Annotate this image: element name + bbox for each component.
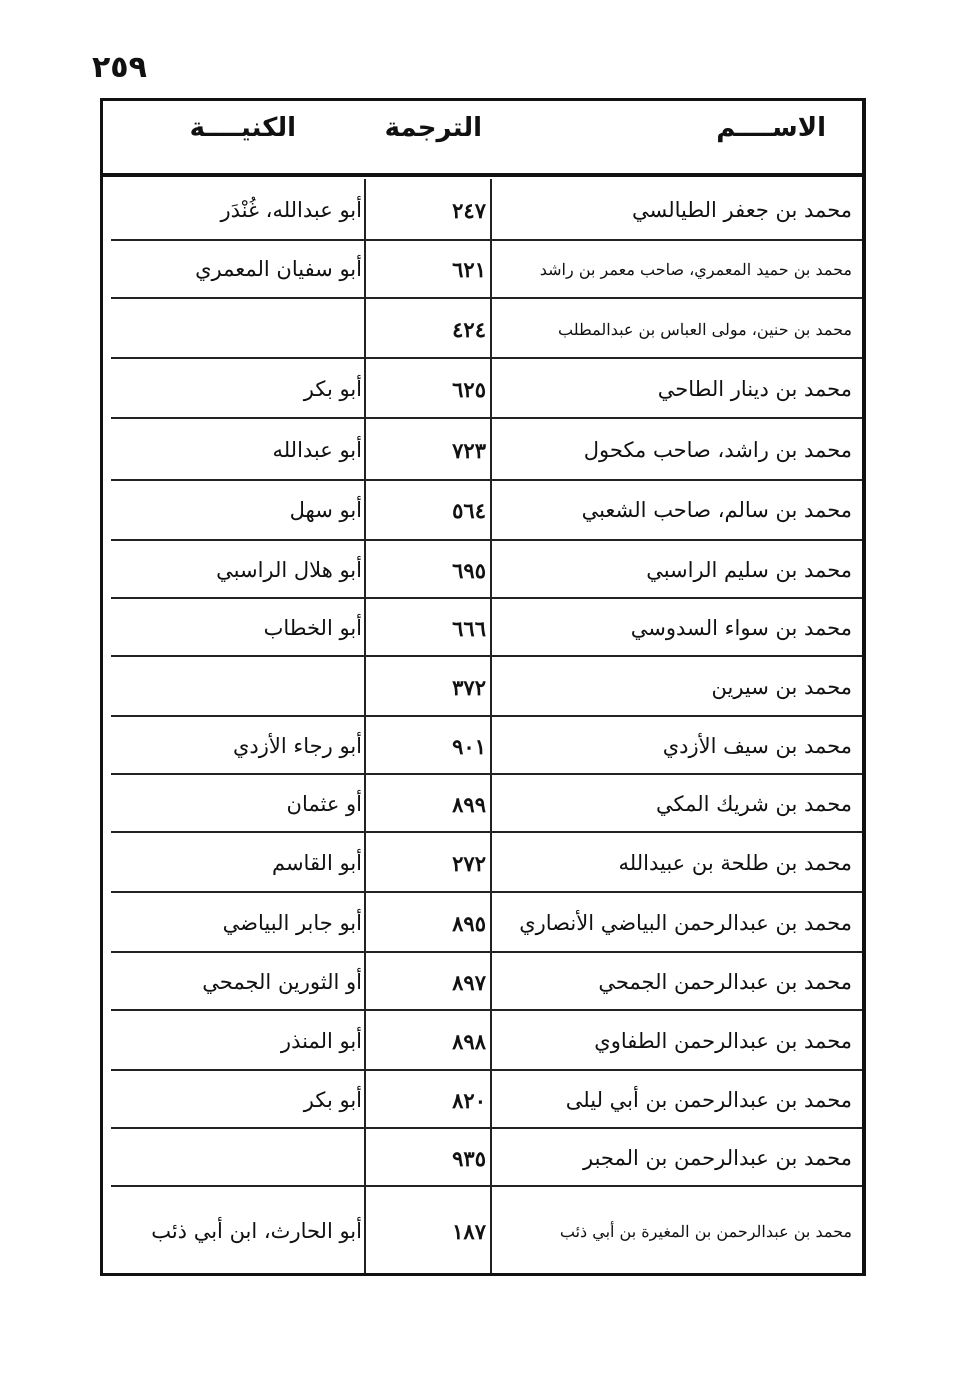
kunya-cell <box>100 1129 364 1187</box>
header-name: الاســــم <box>716 113 826 143</box>
table-row <box>103 657 862 717</box>
kunya-cell: أبو سفيان المعمري <box>195 257 362 281</box>
name-cell: محمد بن عبدالرحمن الجمحي <box>598 970 852 994</box>
table-row <box>103 599 862 657</box>
tarjama-number-cell: ٧٢٣ <box>452 437 486 463</box>
tarjama-number-cell: ٦٩٥ <box>452 557 486 583</box>
name-cell: محمد بن سيف الأزدي <box>662 734 852 758</box>
name-cell: محمد بن عبدالرحمن بن المغيرة بن أبي ذئب <box>559 1221 852 1241</box>
name-cell: محمد بن طلحة بن عبيدالله <box>618 851 852 875</box>
table-row <box>103 717 862 775</box>
name-cell: محمد بن دينار الطاحي <box>657 377 852 401</box>
tarjama-number-cell: ٨٩٥ <box>452 910 486 936</box>
kunya-cell: أبو جابر البياضي <box>222 911 362 935</box>
table-row <box>103 1011 862 1071</box>
name-cell: محمد بن عبدالرحمن الطفاوي <box>594 1029 852 1053</box>
kunya-cell: أبو هلال الراسبي <box>216 558 362 582</box>
kunya-cell: أبو القاسم <box>271 851 362 875</box>
table-row <box>103 299 862 359</box>
kunya-cell: أبو عبدالله، غُنْدَر <box>220 198 362 222</box>
name-cell: محمد بن عبدالرحمن بن المجبر <box>582 1146 852 1170</box>
header-kunya: الكنيــــة <box>189 113 296 143</box>
kunya-cell: أو الثورين الجمحي <box>202 970 362 994</box>
table-row <box>103 1129 862 1187</box>
name-cell: محمد بن سالم، صاحب الشعبي <box>581 498 852 522</box>
table-row <box>103 179 862 241</box>
name-cell: محمد بن سواء السدوسي <box>630 616 852 640</box>
table-row <box>103 239 862 299</box>
kunya-cell <box>100 299 364 359</box>
tarjama-number-cell: ٥٦٤ <box>452 497 486 523</box>
name-cell: محمد بن شريك المكي <box>655 792 852 816</box>
table-row <box>103 359 862 419</box>
tarjama-number-cell: ٦٢١ <box>452 256 486 282</box>
tarjama-number-cell: ٨٩٧ <box>452 969 486 995</box>
table-row <box>103 833 862 893</box>
kunya-cell: أبو بكر <box>303 377 362 401</box>
name-cell: محمد بن سليم الراسبي <box>646 558 852 582</box>
table-row <box>103 1071 862 1129</box>
table-header <box>103 101 862 177</box>
name-cell: محمد بن حميد المعمري، صاحب معمر بن راشد <box>539 259 852 279</box>
kunya-cell <box>100 657 364 717</box>
table-row <box>103 541 862 599</box>
table-row <box>103 419 862 481</box>
tarjama-number-cell: ٨٩٨ <box>452 1028 486 1054</box>
header-tarjama: الترجمة <box>384 113 482 143</box>
kunya-cell: أبو المنذر <box>280 1029 362 1053</box>
kunya-cell: أبو عبدالله <box>272 438 362 462</box>
kunya-cell: أبو رجاء الأزدي <box>232 734 362 758</box>
table-row <box>103 479 862 541</box>
name-cell: محمد بن عبدالرحمن بن أبي ليلى <box>565 1088 852 1112</box>
table-row <box>103 775 862 833</box>
tarjama-number-cell: ٢٧٢ <box>452 850 486 876</box>
name-cell: محمد بن سيرين <box>711 675 852 699</box>
tarjama-number-cell: ١٨٧ <box>452 1218 486 1244</box>
kunya-cell: أبو الخطاب <box>263 616 362 640</box>
kunya-cell: أبو بكر <box>303 1088 362 1112</box>
tarjama-number-cell: ٨٩٩ <box>452 791 486 817</box>
table-row <box>103 953 862 1011</box>
table-row <box>103 893 862 953</box>
tarjama-number-cell: ٣٧٢ <box>452 674 486 700</box>
names-table <box>100 98 866 1276</box>
kunya-cell: أو عثمان <box>286 792 362 816</box>
kunya-cell: أبو الحارث، ابن أبي ذئب <box>151 1219 362 1243</box>
name-cell: محمد بن راشد، صاحب مكحول <box>583 438 852 462</box>
name-cell: محمد بن جعفر الطيالسي <box>632 198 852 222</box>
name-cell: محمد بن عبدالرحمن البياضي الأنصاري <box>519 911 852 935</box>
table-row <box>103 1187 862 1275</box>
tarjama-number-cell: ٩٣٥ <box>452 1145 486 1171</box>
tarjama-number-cell: ٢٤٧ <box>452 197 486 223</box>
tarjama-number-cell: ٨٢٠ <box>452 1087 486 1113</box>
tarjama-number-cell: ٦٢٥ <box>452 376 486 402</box>
tarjama-number-cell: ٤٢٤ <box>452 316 486 342</box>
tarjama-number-cell: ٩٠١ <box>452 733 486 759</box>
tarjama-number-cell: ٦٦٦ <box>452 615 486 641</box>
page-number: ٢٥٩ <box>92 50 147 85</box>
kunya-cell: أبو سهل <box>289 498 362 522</box>
name-cell: محمد بن حنين، مولى العباس بن عبدالمطلب <box>557 319 852 339</box>
